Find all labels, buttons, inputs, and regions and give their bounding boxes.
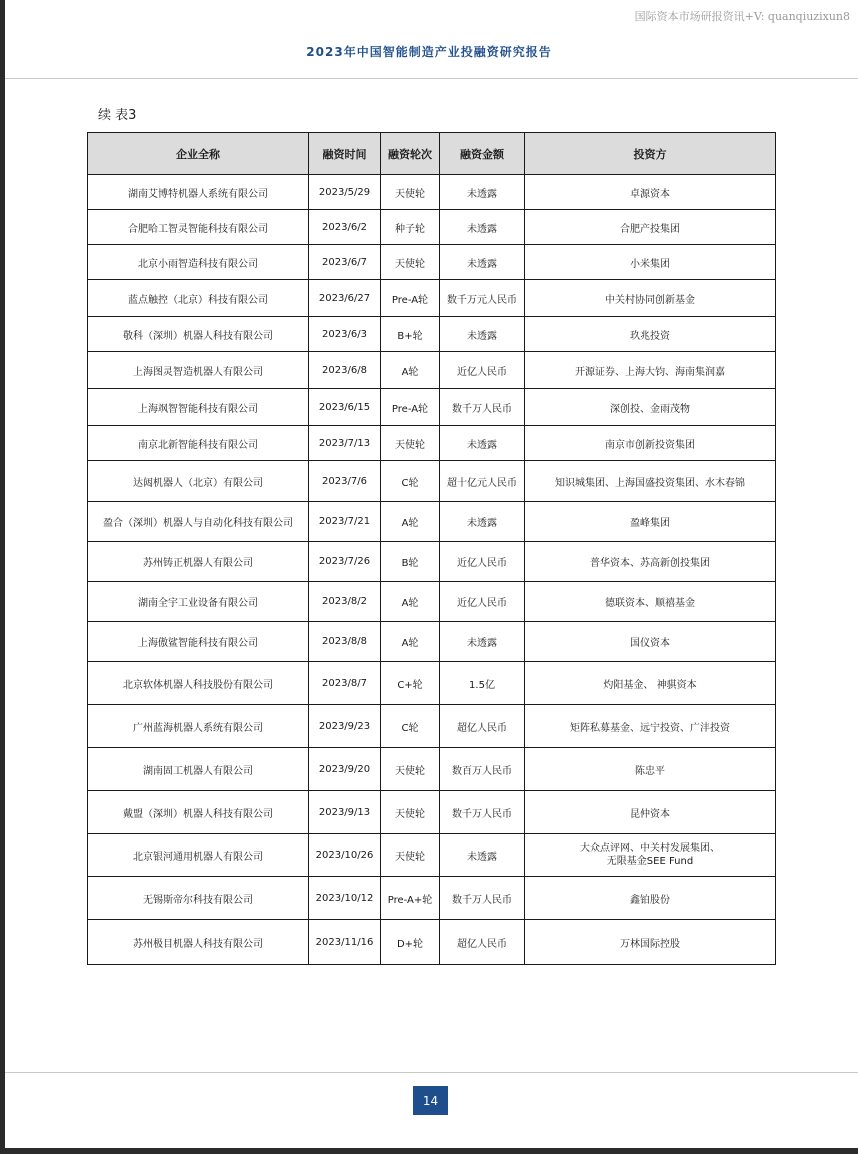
table-row — [88, 461, 776, 502]
cell-date: 2023/5/29 — [309, 175, 381, 210]
cell-round: 天使轮 — [381, 791, 440, 834]
cell-date: 2023/6/27 — [309, 280, 381, 317]
cell-date: 2023/7/6 — [309, 461, 381, 502]
cell-investors: 鑫铂股份 — [525, 877, 776, 920]
cell-date: 2023/9/23 — [309, 705, 381, 748]
table-row — [88, 877, 776, 920]
cell-date: 2023/9/20 — [309, 748, 381, 791]
cell-amount: 数千万元人民币 — [440, 280, 525, 317]
cell-amount: 未透露 — [440, 245, 525, 280]
cell-round: C轮 — [381, 705, 440, 748]
cell-amount: 数千万人民币 — [440, 877, 525, 920]
report-header-title: 2023年中国智能制造产业投融资研究报告 — [306, 45, 552, 59]
cell-round: D+轮 — [381, 920, 440, 965]
cell-company: 合肥哈工智灵智能科技有限公司 — [88, 210, 309, 245]
page-left-edge — [0, 0, 5, 1154]
cell-company: 上海图灵智造机器人有限公司 — [88, 352, 309, 389]
cell-investors: 盈峰集团 — [525, 502, 776, 542]
cell-round: A轮 — [381, 622, 440, 662]
cell-round: 天使轮 — [381, 748, 440, 791]
cell-amount: 未透露 — [440, 175, 525, 210]
table-row — [88, 317, 776, 352]
cell-company: 戴盟（深圳）机器人科技有限公司 — [88, 791, 309, 834]
cell-round: A轮 — [381, 582, 440, 622]
table-row — [88, 502, 776, 542]
cell-amount: 近亿人民币 — [440, 352, 525, 389]
cell-amount: 未透露 — [440, 210, 525, 245]
cell-round: 种子轮 — [381, 210, 440, 245]
table-row — [88, 834, 776, 877]
column-header-investors: 投资方 — [525, 133, 776, 175]
cell-amount: 近亿人民币 — [440, 542, 525, 582]
cell-investors: 小米集团 — [525, 245, 776, 280]
cell-amount: 近亿人民币 — [440, 582, 525, 622]
table-row — [88, 542, 776, 582]
cell-investors: 德联资本、顺禧基金 — [525, 582, 776, 622]
cell-amount: 超亿人民币 — [440, 920, 525, 965]
cell-date: 2023/6/15 — [309, 389, 381, 426]
cell-investors: 灼阳基金、 神骐资本 — [525, 662, 776, 705]
cell-company: 北京小雨智造科技有限公司 — [88, 245, 309, 280]
cell-round: C轮 — [381, 461, 440, 502]
column-header-company: 企业全称 — [88, 133, 309, 175]
cell-amount: 数千万人民币 — [440, 791, 525, 834]
cell-round: Pre-A轮 — [381, 280, 440, 317]
cell-amount: 1.5亿 — [440, 662, 525, 705]
cell-company: 北京软体机器人科技股份有限公司 — [88, 662, 309, 705]
table-row — [88, 245, 776, 280]
table-row — [88, 210, 776, 245]
cell-round: 天使轮 — [381, 175, 440, 210]
cell-round: 天使轮 — [381, 834, 440, 877]
header-divider — [5, 78, 858, 79]
top-watermark-text: 国际资本市场研报资讯+V: quanqiuzixun8 — [634, 10, 850, 23]
table-body — [88, 175, 776, 965]
column-header-round: 融资轮次 — [381, 133, 440, 175]
cell-investors: 普华资本、苏高新创投集团 — [525, 542, 776, 582]
cell-investors: 国仪资本 — [525, 622, 776, 662]
cell-amount: 未透露 — [440, 622, 525, 662]
cell-investors: 昆仲资本 — [525, 791, 776, 834]
cell-company: 达闼机器人（北京）有限公司 — [88, 461, 309, 502]
cell-company: 湖南全宇工业设备有限公司 — [88, 582, 309, 622]
cell-round: C+轮 — [381, 662, 440, 705]
investment-table — [87, 132, 776, 965]
table-row — [88, 426, 776, 461]
cell-date: 2023/7/26 — [309, 542, 381, 582]
table-caption: 续 表3 — [98, 108, 137, 123]
cell-round: 天使轮 — [381, 426, 440, 461]
table-row — [88, 389, 776, 426]
cell-amount: 超十亿元人民币 — [440, 461, 525, 502]
cell-date: 2023/10/26 — [309, 834, 381, 877]
cell-company: 广州蓝海机器人系统有限公司 — [88, 705, 309, 748]
cell-date: 2023/11/16 — [309, 920, 381, 965]
cell-date: 2023/8/7 — [309, 662, 381, 705]
cell-company: 蓝点触控（北京）科技有限公司 — [88, 280, 309, 317]
cell-investors: 矩阵私募基金、远宁投资、广沣投资 — [525, 705, 776, 748]
cell-amount: 未透露 — [440, 502, 525, 542]
cell-date: 2023/6/3 — [309, 317, 381, 352]
cell-date: 2023/8/2 — [309, 582, 381, 622]
cell-amount: 数百万人民币 — [440, 748, 525, 791]
cell-date: 2023/6/8 — [309, 352, 381, 389]
table-row — [88, 705, 776, 748]
table-row — [88, 748, 776, 791]
cell-amount: 未透露 — [440, 834, 525, 877]
cell-date: 2023/8/8 — [309, 622, 381, 662]
cell-round: B+轮 — [381, 317, 440, 352]
cell-company: 苏州铸正机器人有限公司 — [88, 542, 309, 582]
cell-round: A轮 — [381, 502, 440, 542]
cell-investors: 合肥产投集团 — [525, 210, 776, 245]
cell-amount: 超亿人民币 — [440, 705, 525, 748]
cell-round: B轮 — [381, 542, 440, 582]
cell-date: 2023/9/13 — [309, 791, 381, 834]
column-header-date: 融资时间 — [309, 133, 381, 175]
cell-company: 无锡斯帝尔科技有限公司 — [88, 877, 309, 920]
cell-round: Pre-A+轮 — [381, 877, 440, 920]
cell-company: 苏州极目机器人科技有限公司 — [88, 920, 309, 965]
cell-amount: 未透露 — [440, 317, 525, 352]
cell-investors: 玖兆投资 — [525, 317, 776, 352]
cell-investors: 万林国际控股 — [525, 920, 776, 965]
cell-company: 敬科（深圳）机器人科技有限公司 — [88, 317, 309, 352]
cell-company: 湖南固工机器人有限公司 — [88, 748, 309, 791]
cell-company: 上海傲鲨智能科技有限公司 — [88, 622, 309, 662]
cell-company: 湖南艾博特机器人系统有限公司 — [88, 175, 309, 210]
table-row — [88, 352, 776, 389]
cell-investors: 卓源资本 — [525, 175, 776, 210]
footer-divider — [5, 1072, 858, 1073]
cell-company: 上海飒智智能科技有限公司 — [88, 389, 309, 426]
cell-investors: 知识城集团、上海国盛投资集团、水木春锦 — [525, 461, 776, 502]
page-bottom-edge — [0, 1148, 858, 1154]
cell-investors: 深创投、金雨茂物 — [525, 389, 776, 426]
cell-company: 北京银河通用机器人有限公司 — [88, 834, 309, 877]
cell-round: A轮 — [381, 352, 440, 389]
cell-round: 天使轮 — [381, 245, 440, 280]
table-row — [88, 280, 776, 317]
page-number-badge: 14 — [413, 1086, 448, 1115]
cell-round: Pre-A轮 — [381, 389, 440, 426]
cell-date: 2023/6/7 — [309, 245, 381, 280]
table-row — [88, 791, 776, 834]
cell-investors: 中关村协同创新基金 — [525, 280, 776, 317]
cell-investors: 大众点评网、中关村发展集团、 无限基金SEE Fund — [525, 834, 776, 877]
table-row — [88, 662, 776, 705]
column-header-amount: 融资金额 — [440, 133, 525, 175]
table-row — [88, 582, 776, 622]
cell-amount: 未透露 — [440, 426, 525, 461]
cell-company: 南京北新智能科技有限公司 — [88, 426, 309, 461]
table-row — [88, 920, 776, 965]
table-row — [88, 175, 776, 210]
cell-company: 盈合（深圳）机器人与自动化科技有限公司 — [88, 502, 309, 542]
table-header-row — [88, 133, 776, 175]
cell-amount: 数千万人民币 — [440, 389, 525, 426]
cell-investors: 南京市创新投资集团 — [525, 426, 776, 461]
cell-investors: 陈忠平 — [525, 748, 776, 791]
cell-date: 2023/10/12 — [309, 877, 381, 920]
cell-date: 2023/6/2 — [309, 210, 381, 245]
cell-investors: 开源证券、上海大钧、海南集润嘉 — [525, 352, 776, 389]
table-row — [88, 622, 776, 662]
cell-date: 2023/7/13 — [309, 426, 381, 461]
cell-date: 2023/7/21 — [309, 502, 381, 542]
